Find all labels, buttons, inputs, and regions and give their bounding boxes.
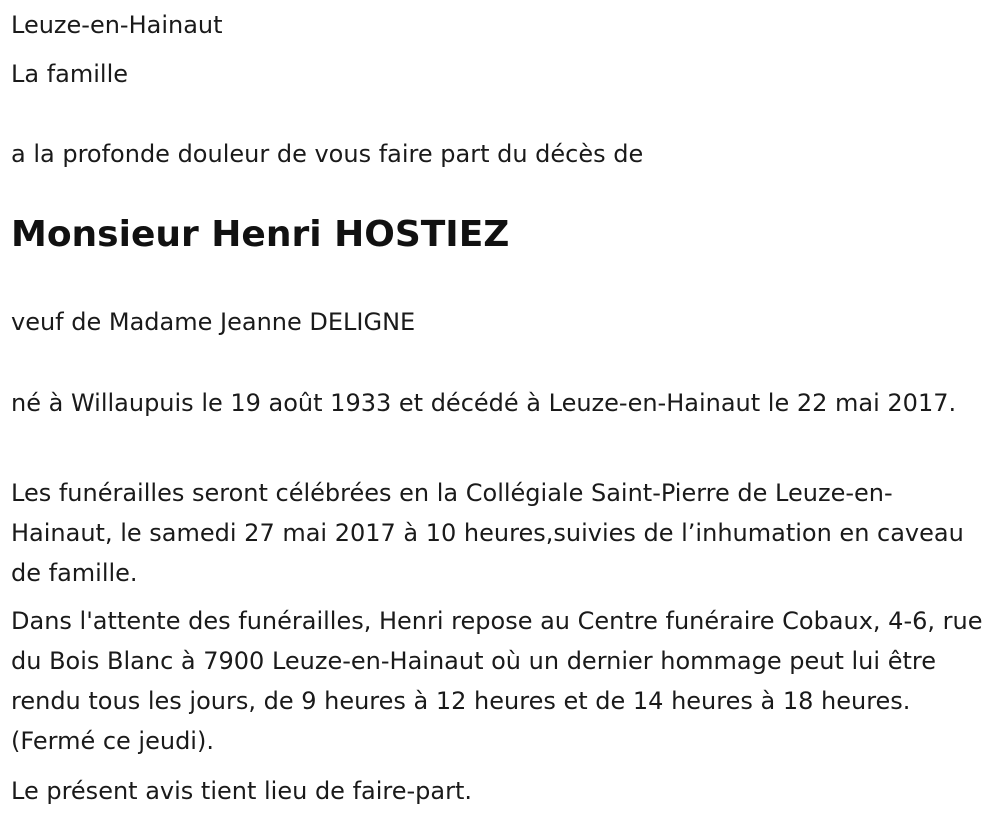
announcement-line: a la profonde douleur de vous faire part du décès de [11,140,644,168]
viewing-paragraph: Dans l'attente des funérailles, Henri repose au Centre funéraire Cobaux, 4-6, rue du Bois Blanc à 7900 Leuze-en-Hainaut où un dernier hommage peut lui être rendu tous les jours, de 9 heures à 12 heures et de 14 heures à 18 heures. (Fermé ce jeudi). [11,607,983,755]
birth-death-paragraph: né à Willaupuis le 19 août 1933 et décédé à Leuze-en-Hainaut le 22 mai 2017. [11,389,957,417]
funeral-paragraph: Les funérailles seront célébrées en la Collégiale Saint-Pierre de Leuze-en-Hainaut, le samedi 27 mai 2017 à 10 heures,suivies de l’inhumation en caveau de famille. [11,479,964,587]
family-line: La famille [11,60,129,88]
place-line: Leuze-en-Hainaut [11,11,223,39]
deceased-name: Monsieur Henri HOSTIEZ [11,214,510,255]
closing-line: Le présent avis tient lieu de faire-part. [11,777,473,805]
spouse-line: veuf de Madame Jeanne DELIGNE [11,308,416,336]
